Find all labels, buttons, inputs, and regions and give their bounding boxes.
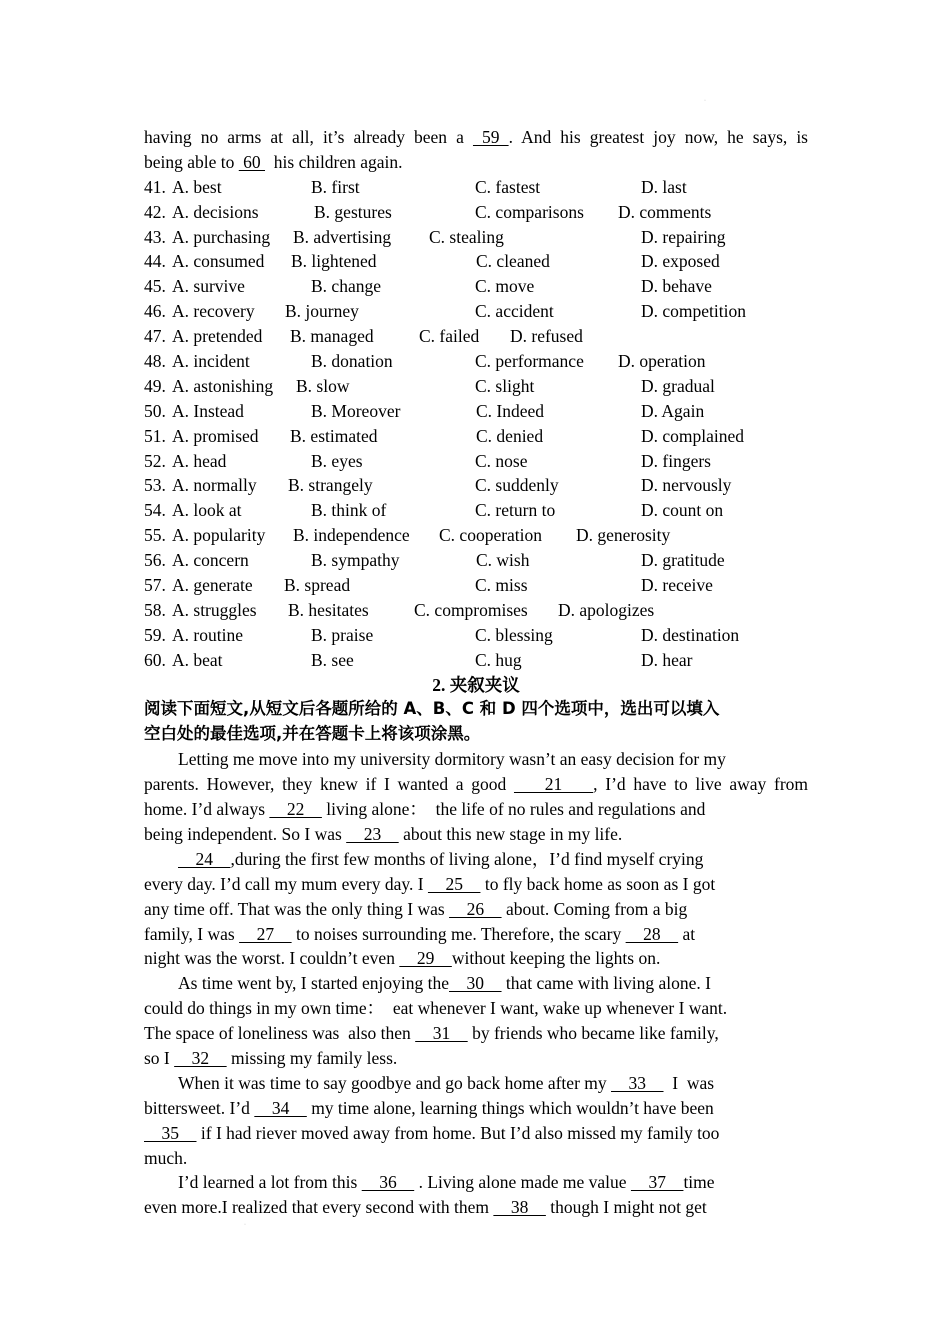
- passage-line: so I 32 missing my family less.: [144, 1047, 398, 1068]
- option-b: B. independence: [293, 525, 410, 546]
- option-c: C. nose: [475, 450, 528, 471]
- option-d: D. apologizes: [558, 599, 655, 620]
- passage-line: 35 if I had riever moved away from home. But I’d also missed my family too: [144, 1122, 720, 1143]
- question-number: 52.: [144, 450, 166, 471]
- option-a: A. purchasing: [172, 226, 271, 247]
- option-c: C. failed: [419, 326, 480, 347]
- option-d: D. refused: [510, 326, 583, 347]
- blank-24: 24: [178, 848, 231, 869]
- option-d: D. count on: [641, 500, 724, 521]
- option-b: B. lightened: [291, 251, 377, 272]
- passage-line: much.: [144, 1147, 188, 1168]
- blank-30: 30: [449, 973, 502, 994]
- blank-27: 27: [239, 923, 292, 944]
- option-c: C. return to: [475, 500, 556, 521]
- option-c: C. wish: [476, 550, 530, 571]
- option-c: C. performance: [475, 351, 584, 372]
- option-c: C. suddenly: [475, 475, 559, 496]
- option-b: B. managed: [290, 326, 374, 347]
- question-row: [144, 523, 808, 548]
- option-c: C. denied: [476, 425, 544, 446]
- question-number: 59.: [144, 624, 166, 645]
- option-a: A. look at: [172, 500, 242, 521]
- option-c: C. comparisons: [475, 201, 584, 222]
- blank-60: 60: [238, 151, 266, 172]
- passage-line: When it was time to say goodbye and go back home after my 33 I was: [178, 1072, 715, 1093]
- question-number: 57.: [144, 575, 166, 596]
- option-a: A. head: [172, 450, 227, 471]
- option-a: A. concern: [172, 550, 249, 571]
- question-row: [144, 623, 808, 648]
- blank-59: 59: [472, 127, 509, 147]
- question-row: [144, 399, 808, 424]
- question-row: [144, 374, 808, 399]
- option-d: D. last: [641, 176, 687, 197]
- question-row: [144, 598, 808, 623]
- question-row: [144, 473, 808, 498]
- option-c: C. blessing: [475, 624, 553, 645]
- passage-line: As time went by, I started enjoying the 30 that came with living alone. I: [178, 973, 711, 994]
- passage-line: Letting me move into my university dormitory wasn’t an easy decision for my: [178, 749, 726, 770]
- option-b: B. eyes: [311, 450, 363, 471]
- option-c: C. Indeed: [476, 400, 545, 421]
- passage-line: parents. However, they knew if I wanted a good 21 , I’d have to live away from: [144, 774, 808, 795]
- option-c: C. slight: [475, 375, 535, 396]
- option-d: D. gratitude: [641, 550, 725, 571]
- passage-line: I’d learned a lot from this 36 . Living alone made me value 37 time: [178, 1172, 715, 1193]
- question-row: [144, 573, 808, 598]
- option-d: D. nervously: [641, 475, 732, 496]
- intro-line-1: having no arms at all, it’s already been a 59 . And his greatest joy now, he says, is: [144, 127, 808, 147]
- option-c: C. miss: [475, 575, 528, 596]
- question-number: 47.: [144, 326, 166, 347]
- question-number: 42.: [144, 201, 166, 222]
- option-a: A. consumed: [172, 251, 265, 272]
- blank-32: 32: [174, 1047, 227, 1068]
- option-a: A. struggles: [172, 599, 257, 620]
- option-b: B. praise: [311, 624, 374, 645]
- option-b: B. sympathy: [311, 550, 400, 571]
- question-row: [144, 249, 808, 274]
- blank-36: 36: [361, 1172, 415, 1193]
- instruction-line-2: 空白处的最佳选项,并在答题卡上将该项涂黑。: [144, 724, 481, 744]
- option-d: D. fingers: [641, 450, 711, 471]
- question-number: 53.: [144, 475, 166, 496]
- option-b: B. first: [311, 176, 360, 197]
- option-a: A. normally: [172, 475, 257, 496]
- blank-31: 31: [415, 1023, 468, 1044]
- option-a: A. routine: [172, 624, 243, 645]
- option-c: C. fastest: [475, 176, 541, 197]
- option-d: D. destination: [641, 624, 740, 645]
- option-b: B. think of: [311, 500, 387, 521]
- blank-37: 37: [630, 1172, 684, 1193]
- scan-speck: ·: [704, 98, 706, 104]
- option-b: B. estimated: [290, 425, 378, 446]
- question-number: 50.: [144, 400, 166, 421]
- question-row: [144, 175, 808, 200]
- question-row: [144, 648, 808, 673]
- option-d: D. repairing: [641, 226, 726, 247]
- blank-22: 22: [269, 799, 322, 820]
- blank-35: 35: [144, 1122, 197, 1143]
- option-d: D. competition: [641, 301, 746, 322]
- blank-33: 33: [611, 1072, 664, 1093]
- option-d: D. receive: [641, 575, 713, 596]
- passage-line: every day. I’d call my mum every day. I 25 to fly back home as soon as I got: [144, 873, 716, 894]
- option-b: B. donation: [311, 351, 393, 372]
- option-b: B. gestures: [314, 201, 392, 222]
- passage-line: family, I was 27 to noises surrounding me. Therefore, the scary 28 at: [144, 923, 696, 944]
- question-row: [144, 274, 808, 299]
- question-row: [144, 548, 808, 573]
- option-a: A. decisions: [172, 201, 259, 222]
- question-number: 48.: [144, 351, 166, 372]
- blank-29: 29: [399, 948, 452, 969]
- question-number: 49.: [144, 375, 166, 396]
- option-a: A. best: [172, 176, 222, 197]
- option-a: A. generate: [172, 575, 253, 596]
- blank-21: 21: [513, 774, 594, 795]
- option-c: C. cleaned: [476, 251, 550, 272]
- question-number: 44.: [144, 251, 166, 272]
- question-number: 43.: [144, 226, 166, 247]
- question-number: 41.: [144, 176, 166, 197]
- option-a: A. astonishing: [172, 375, 274, 396]
- question-number: 60.: [144, 649, 166, 670]
- option-b: B. journey: [285, 301, 359, 322]
- passage-line: could do things in my own time： eat whenever I want, wake up whenever I want.: [144, 998, 728, 1019]
- option-d: D. operation: [618, 351, 706, 372]
- question-number: 45.: [144, 276, 166, 297]
- option-c: C. compromises: [414, 599, 528, 620]
- option-b: B. Moreover: [311, 400, 401, 421]
- question-row: [144, 324, 808, 349]
- option-b: B. advertising: [293, 226, 392, 247]
- document-page: [144, 125, 808, 1220]
- option-d: D. complained: [641, 425, 745, 446]
- question-row: [144, 424, 808, 449]
- option-b: B. hesitates: [288, 599, 369, 620]
- intro-line-2: being able to 60 his children again.: [144, 151, 403, 172]
- passage-line: The space of loneliness was also then 31 by friends who became like family,: [144, 1023, 719, 1044]
- option-d: D. gradual: [641, 375, 715, 396]
- option-a: A. Instead: [172, 400, 244, 421]
- option-c: C. accident: [475, 301, 554, 322]
- question-number: 56.: [144, 550, 166, 571]
- option-c: C. cooperation: [439, 525, 543, 546]
- option-c: C. stealing: [429, 226, 504, 247]
- option-a: A. survive: [172, 276, 245, 297]
- passage-line: being independent. So I was 23 about this new stage in my life.: [144, 823, 623, 844]
- question-number: 58.: [144, 599, 166, 620]
- option-b: B. see: [311, 649, 354, 670]
- blank-28: 28: [625, 923, 679, 944]
- passage-line: 24 ,during the first few months of living alone，I’d find myself crying: [178, 848, 704, 869]
- option-c: C. hug: [475, 649, 522, 670]
- option-b: B. slow: [296, 375, 350, 396]
- option-d: D. hear: [641, 649, 693, 670]
- option-d: D. Again: [641, 400, 705, 421]
- blank-34: 34: [254, 1097, 307, 1118]
- passage-line: bittersweet. I’d 34 my time alone, learning things which wouldn’t have been: [144, 1097, 714, 1118]
- blank-25: 25: [427, 873, 481, 894]
- question-number: 51.: [144, 425, 166, 446]
- option-b: B. spread: [284, 575, 351, 596]
- question-list: [144, 175, 808, 673]
- option-b: B. strangely: [288, 475, 373, 496]
- option-d: D. generosity: [576, 525, 671, 546]
- question-row: [144, 498, 808, 523]
- option-b: B. change: [311, 276, 381, 297]
- blank-38: 38: [493, 1197, 546, 1218]
- passage-line: any time off. That was the only thing I was 26 about. Coming from a big: [144, 898, 688, 919]
- blank-26: 26: [449, 898, 502, 919]
- option-a: A. recovery: [172, 301, 255, 322]
- question-row: [144, 349, 808, 374]
- option-a: A. incident: [172, 351, 250, 372]
- question-row: [144, 299, 808, 324]
- question-number: 54.: [144, 500, 166, 521]
- scan-speck: ·: [244, 1222, 246, 1228]
- question-row: [144, 200, 808, 225]
- passage: [144, 747, 808, 1220]
- question-number: 46.: [144, 301, 166, 322]
- passage-line: home. I’d always 22 living alone： the life of no rules and regulations and: [144, 799, 706, 820]
- option-a: A. popularity: [172, 525, 266, 546]
- option-a: A. pretended: [172, 326, 263, 347]
- instruction-line-1: 阅读下面短文,从短文后各题所给的 A、B、C 和 D 四个选项中，选出可以填入: [144, 699, 720, 719]
- option-d: D. exposed: [641, 251, 720, 272]
- option-d: D. behave: [641, 276, 712, 297]
- option-a: A. promised: [172, 425, 259, 446]
- section-title: 2. 夹叙夹议: [432, 674, 520, 695]
- option-a: A. beat: [172, 649, 223, 670]
- blank-23: 23: [346, 823, 399, 844]
- passage-line: even more.I realized that every second with them 38 though I might not get: [144, 1197, 707, 1218]
- question-number: 55.: [144, 525, 166, 546]
- option-d: D. comments: [618, 201, 712, 222]
- question-row: [144, 225, 808, 250]
- passage-line: night was the worst. I couldn’t even 29 without keeping the lights on.: [144, 948, 661, 969]
- question-row: [144, 449, 808, 474]
- option-c: C. move: [475, 276, 535, 297]
